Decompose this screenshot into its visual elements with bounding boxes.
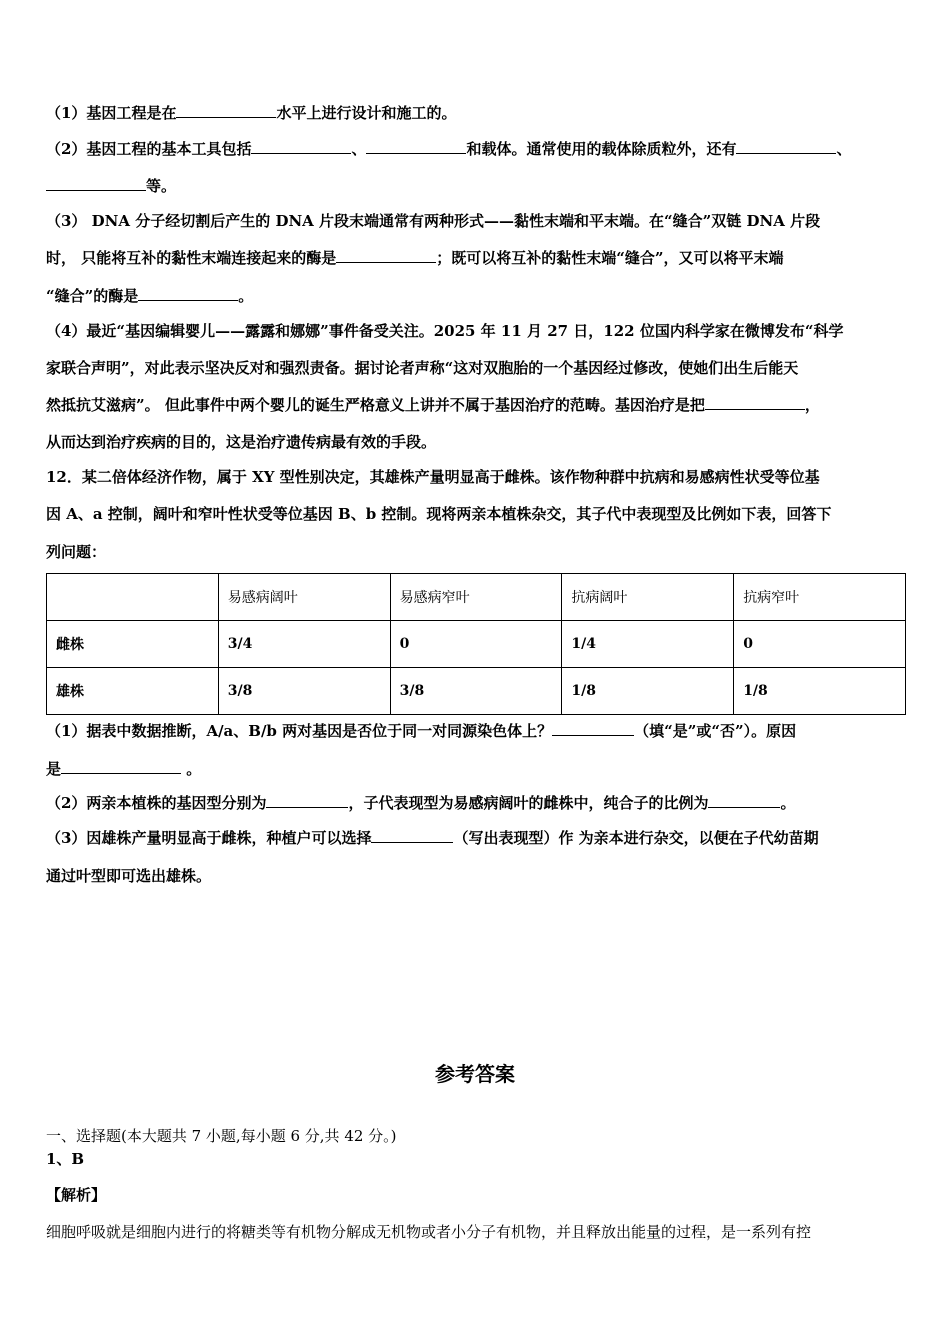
row-label-female: 雌株 [47, 621, 219, 668]
answer-key-title: 参考答案 [435, 1062, 515, 1086]
answer-blank[interactable] [138, 286, 238, 301]
q11-part2-cont: 等。 [46, 176, 906, 196]
answer-item-1: 1、B [46, 1150, 85, 1168]
table-header-cell [47, 574, 219, 621]
q12-sub2: （2）两亲本植株的基因型分别为 ，子代表现型为易感病阔叶的雌株中，纯合子的比例为 。 [46, 794, 796, 812]
q12-sub1-line1: （1）据表中数据推断，A/a、B/b 两对基因是否位于同一对同源染色体上？ （填“是”或“否”）。原因 [46, 722, 797, 740]
table-header-cell: 抗病阔叶 [562, 574, 734, 621]
answer-blank[interactable] [366, 139, 466, 154]
analysis-text: 细胞呼吸就是细胞内进行的将糖类等有机物分解成无机物或者小分子有机物，并且释放出能量的过程，是一系列有控 [46, 1223, 812, 1241]
table-cell: 3/8 [390, 668, 562, 715]
q11-part3-line3: “缝合”的酶是 。 [46, 287, 254, 305]
answer-blank[interactable] [46, 176, 146, 191]
answer-blank[interactable] [176, 103, 276, 118]
answer-blank[interactable] [708, 793, 780, 808]
answer-blank[interactable] [61, 759, 181, 774]
q12-sub3-line1: （3）因雄株产量明显高于雌株，种植户可以选择 （写出表现型）作 为亲本进行杂交，以便在子代幼苗期 [46, 829, 819, 847]
table-cell: 1/8 [562, 668, 734, 715]
q12-sub3-line2: 通过叶型即可选出雄株。 [46, 867, 212, 885]
answer-blank[interactable] [266, 793, 348, 808]
table-header-cell: 易感病阔叶 [218, 574, 390, 621]
row-label-male: 雄株 [47, 668, 219, 715]
q11-part4-line4: 从而达到治疗疾病的目的，这是治疗遗传病最有效的手段。 [46, 433, 437, 451]
table-header-cell: 易感病窄叶 [390, 574, 562, 621]
table-cell: 0 [734, 621, 906, 668]
q12-stem-line2: 因 A、a 控制，阔叶和窄叶性状受等位基因 B、b 控制。现将两亲本植株杂交，其子代中表现型及比例如下表，回答下 [46, 505, 832, 523]
table-header-cell: 抗病窄叶 [734, 574, 906, 621]
phenotype-ratio-table [46, 573, 906, 715]
analysis-label: 【解析】 [46, 1186, 107, 1204]
table-row [47, 668, 906, 715]
table-row [47, 621, 906, 668]
answer-blank[interactable] [705, 395, 805, 410]
q12-sub1-line2: 是 。 [46, 760, 202, 778]
table-cell: 0 [390, 621, 562, 668]
table-cell: 1/4 [562, 621, 734, 668]
q11-part3-line2: 时， 只能将互补的黏性末端连接起来的酶是 ；既可以将互补的黏性末端“缝合”，又可以将平末端 [46, 249, 784, 267]
table-cell: 1/8 [734, 668, 906, 715]
q11-part2: （2）基因工程的基本工具包括 、 和载体。通常使用的载体除质粒外，还有 、 [46, 140, 852, 158]
q11-part1: （1）基因工程是在 水平上进行设计和施工的。 [46, 104, 457, 122]
answer-blank[interactable] [736, 139, 836, 154]
answer-blank[interactable] [251, 139, 351, 154]
q11-part4-line3: 然抵抗艾滋病”。 但此事件中两个婴儿的诞生严格意义上讲并不属于基因治疗的范畴。基因治疗是把 ， [46, 396, 820, 414]
answer-blank[interactable] [336, 248, 436, 263]
section-heading: 一、选择题(本大题共 7 小题,每小题 6 分,共 42 分。) [46, 1127, 397, 1145]
q11-part3-line1: （3） DNA 分子经切割后产生的 DNA 片段末端通常有两种形式——黏性末端和平末端。在“缝合”双链 DNA 片段 [46, 212, 821, 230]
q12-stem-line3: 列问题： [46, 543, 107, 561]
table-cell: 3/4 [218, 621, 390, 668]
table-header-row [47, 574, 906, 621]
q11-part4-line2: 家联合声明”，对此表示坚决反对和强烈责备。据讨论者声称“这对双胞胎的一个基因经过修改，使她们出生后能天 [46, 359, 799, 377]
answer-blank[interactable] [371, 828, 453, 843]
q11-part4-line1: （4）最近“基因编辑婴儿——露露和娜娜”事件备受关注。2025 年 11 月 27 日，122 位国内科学家在微博发布“科学 [46, 322, 844, 340]
answer-blank[interactable] [552, 721, 634, 736]
q12-stem-line1: 12．某二倍体经济作物，属于 XY 型性别决定，其雄株产量明显高于雌株。该作物种群中抗病和易感病性状受等位基 [46, 468, 820, 486]
table-cell: 3/8 [218, 668, 390, 715]
